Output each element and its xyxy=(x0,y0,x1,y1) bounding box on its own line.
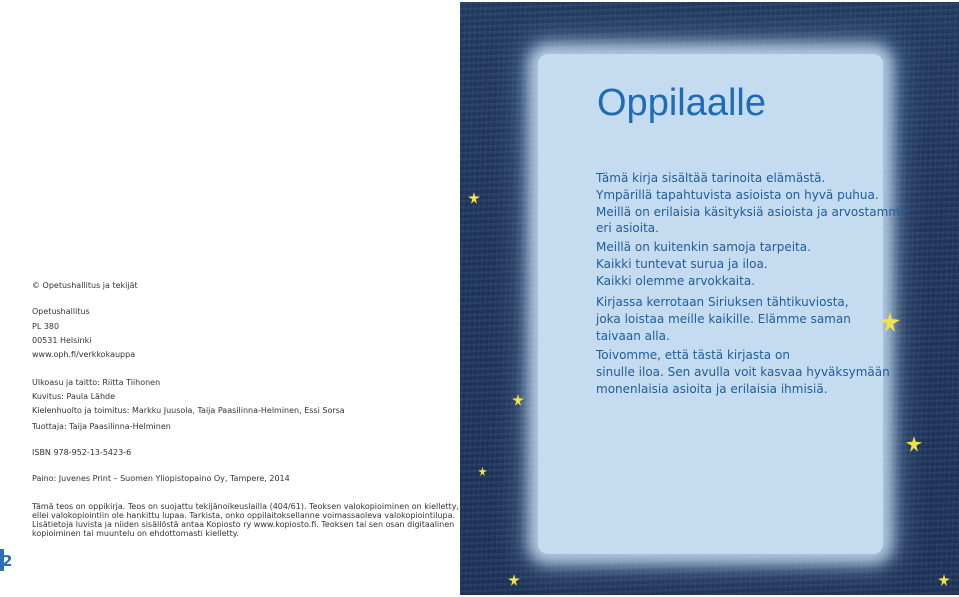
credit-illustrations: Kuvitus: Paula Lähde xyxy=(32,392,116,401)
page-title: Oppilaalle xyxy=(597,82,766,124)
paragraph-line: Kaikki olemme arvokkaita. xyxy=(596,273,756,288)
copyright-notice-line: kopioiminen tai muuntelu on ehdottomasti kielletty. xyxy=(32,529,239,538)
paragraph-line: Ympärillä tapahtuvista asioista on hyvä puhua. xyxy=(596,187,879,202)
printing-info: Paino: Juvenes Print – Suomen Yliopistopaino Oy, Tampere, 2014 xyxy=(32,474,290,483)
paragraph-line: monenlaisia asioita ja erilaisia ihmisiä. xyxy=(596,381,828,396)
isbn: ISBN 978-952-13-5423-6 xyxy=(32,448,132,457)
star-icon xyxy=(468,192,480,204)
credit-layout: Ulkoasu ja taitto: Riitta Tiihonen xyxy=(32,378,161,387)
paragraph-line: Meillä on erilaisia käsityksiä asioista ja arvostamme xyxy=(596,204,908,219)
star-icon xyxy=(938,574,950,586)
paragraph-wish xyxy=(596,347,890,397)
paragraph-line: taivaan alla. xyxy=(596,328,670,343)
star-icon xyxy=(478,467,487,476)
paragraph-sirius xyxy=(596,294,851,344)
credit-producer: Tuottaja: Taija Paasilinna-Helminen xyxy=(32,422,171,431)
copyright-notice-line: Tämä teos on oppikirja. Teos on suojattu tekijänoikeuslailla (404/61). Teoksen valokopioiminen on kielletty, xyxy=(32,502,459,511)
publisher-name: Opetushallitus xyxy=(32,307,90,316)
star-icon xyxy=(880,312,900,332)
paragraph-line: eri asioita. xyxy=(596,221,659,236)
copyright-notice-line: ellei valokopiointiin ole hankittu lupaa. Tarkista, onko oppilaitoksellanne voimassaoleva valokopiointilupa. xyxy=(32,511,456,520)
publisher-city: 00531 Helsinki xyxy=(32,336,92,345)
paragraph-line: sinulle iloa. Sen avulla voit kasvaa hyväksymään xyxy=(596,364,890,379)
page-number: 2 xyxy=(2,552,13,570)
paragraph-line: Kaikki tuntevat surua ja iloa. xyxy=(596,256,768,271)
credit-editing: Kielenhuolto ja toimitus: Markku Juusola, Taija Paasilinna-Helminen, Essi Sorsa xyxy=(32,406,345,415)
paragraph-line: Toivomme, että tästä kirjasta on xyxy=(596,348,790,362)
copyright-notice-line: Lisätietoja luvista ja niiden sisällöstä antaa Kopiosto ry www.kopiosto.fi. Teoksen tai sen osan digitaalinen xyxy=(32,520,455,529)
star-icon xyxy=(906,436,922,452)
paragraph-line: Tämä kirja sisältää tarinoita elämästä. xyxy=(596,171,826,185)
right-page xyxy=(460,2,959,595)
publisher-po-box: PL 380 xyxy=(32,322,60,331)
left-page xyxy=(0,0,459,597)
paragraph-line: joka loistaa meille kaikille. Elämme saman xyxy=(596,311,851,326)
star-icon xyxy=(508,574,520,586)
paragraph-needs xyxy=(596,239,811,289)
copyright-notice: © Opetushallitus ja tekijät xyxy=(32,281,138,290)
paragraph-line: Meillä on kuitenkin samoja tarpeita. xyxy=(596,240,811,254)
paragraph-line: Kirjassa kerrotaan Siriuksen tähtikuviosta, xyxy=(596,295,849,309)
paragraph-intro xyxy=(596,170,907,237)
star-icon xyxy=(512,394,524,406)
publisher-web: www.oph.fi/verkkokauppa xyxy=(32,350,136,359)
